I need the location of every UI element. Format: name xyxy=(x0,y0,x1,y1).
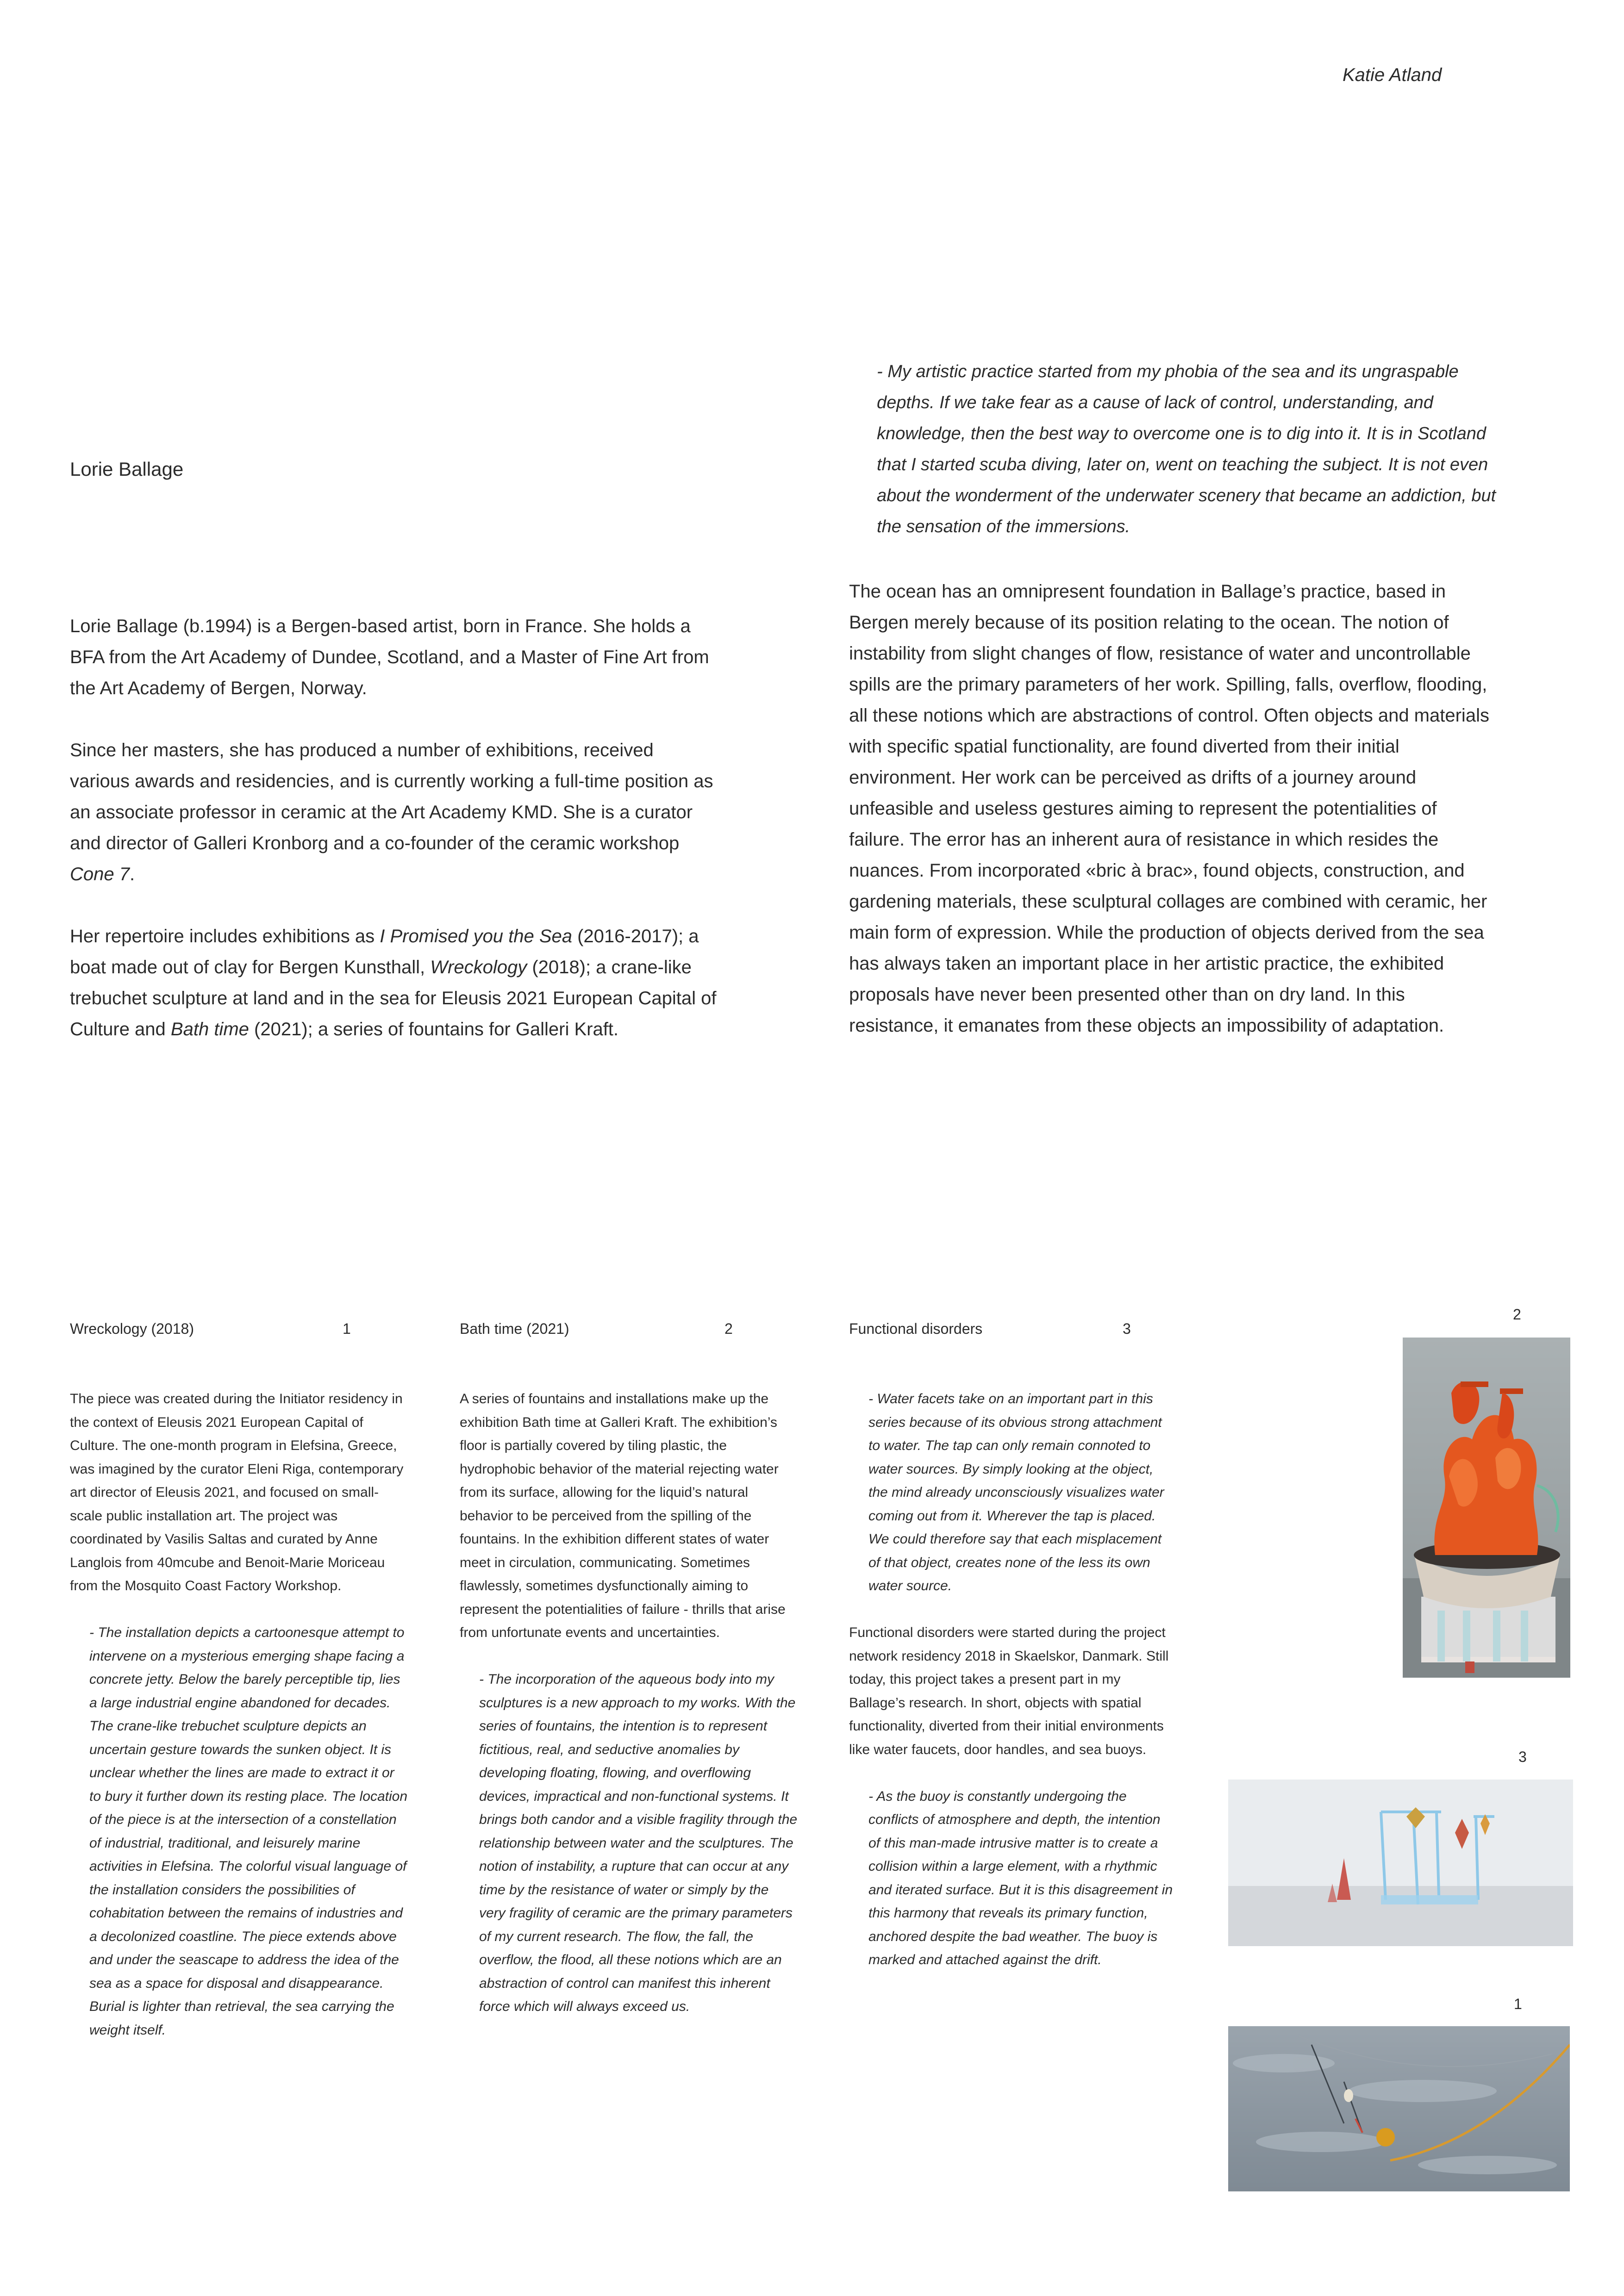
artist-bio xyxy=(70,611,718,1045)
figure-number-1: 1 xyxy=(1514,1996,1522,2012)
practice-statement: The ocean has an omnipresent foundation in Ballage’s practice, based in Bergen merely because of its position relating to the ocean. The notion of instability from slight changes of flow, resistance of water and uncontrollable spills are the primary parameters of her work. Spilling, falls, overflow, flooding, all these notions which are abstractions of control. Often objects and materials with specific spatial functionality, are found diverted from their initial environment. Her work can be perceived as drifts of a journey around unfeasible and useless gestures aiming to represent the potentialities of failure. The error has an inherent aura of resistance in which resides the nuances. From incorporated «bric à brac», found objects, construction, and gardening materials, these sculptural collages are combined with ceramic, her main form of expression. While the production of objects derived from the sea has always taken an important place in her artistic practice, the exhibited proposals have never been presented other than on dry land. In this resistance, it emanates from these objects an impossibility of adaptation. xyxy=(849,581,1489,1036)
functional-disorders-column xyxy=(849,1388,1173,1972)
wreckology-description: The piece was created during the Initiator residency in the context of Eleusis 2021 European Capital of Culture. The one-month program in Elefsina, Greece, was imagined by the curator Eleni Riga, contemporary art director of Eleusis 2021, and focused on small-scale public installation art. The project was coordinated by Vasilis Saltas and curated by Anne Langlois from 40mcube and Benoit-Marie Moriceau from the Mosquito Coast Factory Workshop. xyxy=(70,1391,404,1593)
bio-paragraph-1: Lorie Ballage (b.1994) is a Bergen-based artist, born in France. She holds a BFA from the Art Academy of Dundee, Scotland, and a Master of Fine Art from the Art Academy of Bergen, Norway. xyxy=(70,616,709,698)
artist-name: Lorie Ballage xyxy=(70,458,184,480)
work-title-bath-time: Bath time (2021) xyxy=(460,1320,569,1337)
orange-fountain-sculpture-photo xyxy=(1403,1338,1570,1678)
bath-time-column xyxy=(460,1388,798,2019)
bath-time-description: A series of fountains and installations make up the exhibition Bath time at Galleri Kraft. The exhibition’s floor is partially covered by tiling plastic, the hydrophobic behavior of the material rejecting water from its surface, allowing for the liquid’s natural behavior to be perceived from the spilling of the fountains. In the exhibition different states of water meet in circulation, communicating. Sometimes flawlessly, sometimes dysfunctionally aiming to represent the potentialities of failure - thrills that arise from unfortunate events and uncertainties. xyxy=(460,1391,786,1640)
wreckology-column xyxy=(70,1388,408,2042)
functional-disorders-quote-2: - As the buoy is constantly undergoing the conflicts of atmosphere and depth, the intention of this man-made intrusive matter is to create a collision within a large element, with a rhythmic and iterated surface. But it is this disagreement in this harmony that reveals its primary function, anchored despite the bad weather. The buoy is marked and attached against the drift. xyxy=(868,1788,1173,1967)
functional-disorders-description: Functional disorders were started during the project network residency 2018 in Skaelskor, Danmark. Still today, this project takes a present part in my Ballage’s research. In short, objects with spatial functionality, diverted from their initial environments like water faucets, door handles, and sea buoys. xyxy=(849,1625,1169,1757)
buoy-installation-photo xyxy=(1228,1780,1573,1946)
work-number-3: 3 xyxy=(1123,1320,1131,1337)
work-number-1: 1 xyxy=(343,1320,351,1337)
work-title-wreckology: Wreckology (2018) xyxy=(70,1320,194,1337)
author-name: Katie Atland xyxy=(1343,65,1442,85)
sea-trebuchet-photo xyxy=(1228,2026,1570,2191)
bath-time-quote: - The incorporation of the aqueous body into my sculptures is a new approach to my works. With the series of fountains, the intention is to represent fictitious, real, and seductive anomalies by developing floating, flowing, and overflowing devices, impractical and non-functional systems. It brings both candor and a visible fragility through the relationship between water and the sculptures. The notion of instability, a rupture that can occur at any time by the resistance of water or simply by the very fragility of ceramic are the primary parameters of my current research. The flow, the fall, the overflow, the flood, all these notions which are an abstraction of control can manifest this inherent force which will always exceed us. xyxy=(479,1672,798,2014)
artist-quote: - My artistic practice started from my phobia of the sea and its ungraspable depths. If we take fear as a cause of lack of control, understanding, and knowledge, then the best way to overcome one is to dig into it. It is in Scotland that I started scuba diving, later on, went on teaching the subject. It is not even about the wonderment of the underwater scenery that became an addiction, but the sensation of the immersions. xyxy=(877,362,1496,536)
bio-paragraph-3: Her repertoire includes exhibitions as I Promised you the Sea (2016-2017); a boat made out of clay for Bergen Kunsthall, Wreckology (2018); a crane-like trebuchet sculpture at land and in the sea for Eleusis 2021 European Capital of Culture and Bath time (2021); a series of fountains for Galleri Kraft. xyxy=(70,926,717,1039)
figure-number-3: 3 xyxy=(1518,1748,1527,1765)
functional-disorders-quote-1: - Water facets take on an important part in this series because of its obvious strong attachment to water. The tap can only remain connoted to water sources. By simply looking at the object, the mind already unconsciously visualizes water coming out from it. Wherever the tap is placed. We could therefore say that each misplacement of that object, creates none of the less its own water source. xyxy=(868,1391,1164,1593)
wreckology-quote: - The installation depicts a cartoonesque attempt to intervene on a mysterious emerging shape facing a concrete jetty. Below the barely perceptible tip, lies a large industrial engine abandoned for decades. The crane-like trebuchet sculpture depicts an uncertain gesture towards the sunken object. It is unclear whether the lines are made to extract it or to bury it further down its resting place. The location of the piece is at the intersection of a constellation of industrial, traditional, and leisurely marine activities in Elefsina. The colorful visual language of the installation considers the possibilities of cohabitation between the remains of industries and a decolonized coastline. The piece extends above and under the seascape to address the idea of the sea as a space for disposal and disappearance. Burial is lighter than retrieval, the sea carrying the weight itself. xyxy=(89,1625,408,2038)
work-number-2: 2 xyxy=(725,1320,733,1337)
work-title-functional-disorders: Functional disorders xyxy=(849,1320,983,1337)
bio-paragraph-2: Since her masters, she has produced a number of exhibitions, received various awards and residencies, and is currently working a full-time position as an associate professor in ceramic at the Art Academy KMD. She is a curator and director of Galleri Kronborg and a co-founder of the ceramic workshop Cone 7. xyxy=(70,740,713,884)
figure-number-2: 2 xyxy=(1513,1306,1521,1323)
